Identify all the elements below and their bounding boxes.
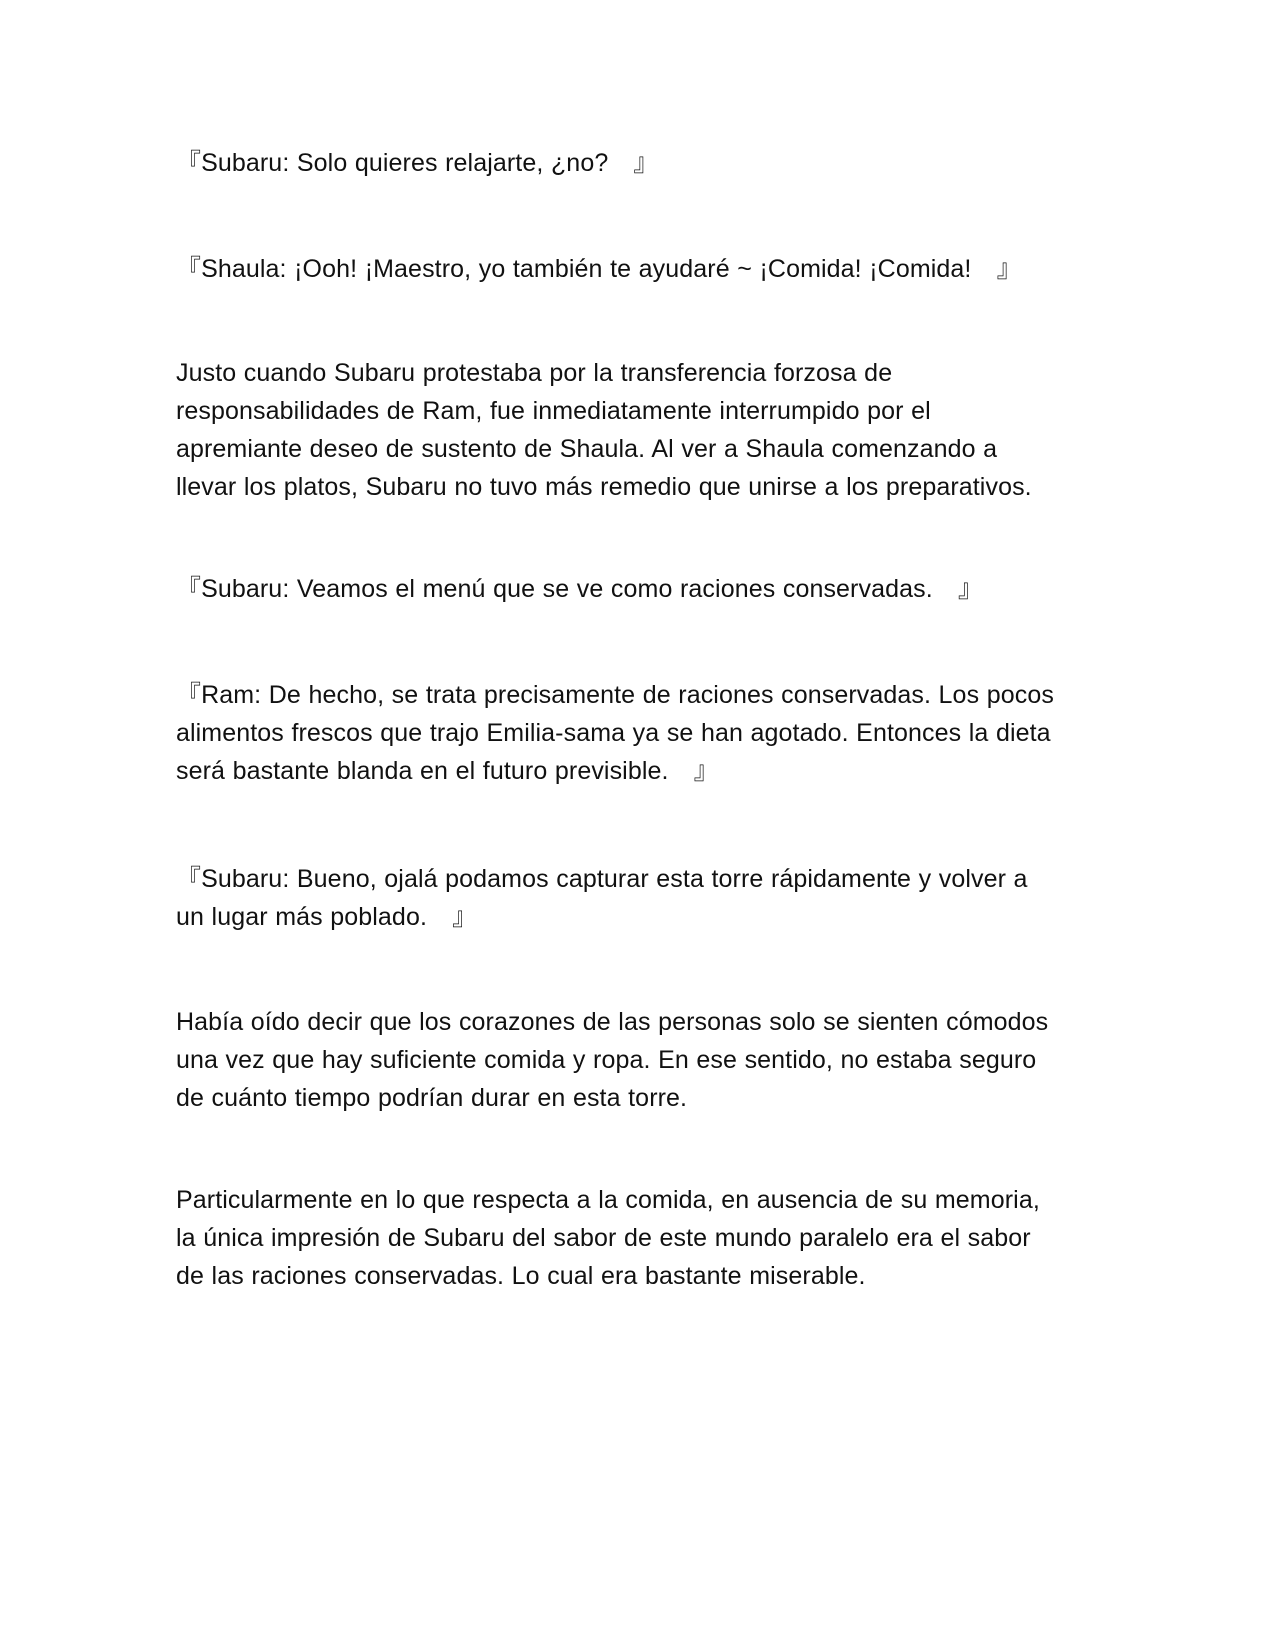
text-line: Particularmente en lo que respecta a la comida, en ausencia de su memoria,: [176, 1186, 1040, 1214]
text-line: Había oído decir que los corazones de las personas solo se sienten cómodos: [176, 1008, 1049, 1036]
text-line: Justo cuando Subaru protestaba por la transferencia forzosa de: [176, 359, 893, 387]
text-line: 『Subaru: Bueno, ojalá podamos capturar esta torre rápidamente y volver a: [176, 865, 1028, 893]
dialogue-shaula-food: [176, 250, 1106, 288]
text-line: 『Subaru: Solo quieres relajarte, ¿no? 』: [176, 149, 659, 177]
text-line: un lugar más poblado. 』: [176, 903, 478, 931]
text-line: de las raciones conservadas. Lo cual era bastante miserable.: [176, 1262, 866, 1290]
text-line: de cuánto tiempo podrían durar en esta torre.: [176, 1084, 688, 1112]
text-line: será bastante blanda en el futuro previsible. 』: [176, 757, 719, 785]
text-line: apremiante deseo de sustento de Shaula. Al ver a Shaula comenzando a: [176, 435, 998, 463]
narration-paragraph-3: [176, 1181, 1106, 1295]
text-line: responsabilidades de Ram, fue inmediatamente interrumpido por el: [176, 397, 931, 425]
dialogue-subaru-relax: [176, 144, 1106, 182]
text-line: 『Ram: De hecho, se trata precisamente de raciones conservadas. Los pocos: [176, 681, 1054, 709]
narration-paragraph-2: [176, 1003, 1106, 1117]
text-line: 『Subaru: Veamos el menú que se ve como raciones conservadas. 』: [176, 575, 983, 603]
narration-paragraph-1: [176, 354, 1106, 506]
dialogue-subaru-menu: [176, 570, 1106, 608]
text-line: una vez que hay suficiente comida y ropa. En ese sentido, no estaba seguro: [176, 1046, 1037, 1074]
dialogue-subaru-tower: [176, 860, 1106, 936]
text-line: 『Shaula: ¡Ooh! ¡Maestro, yo también te ayudaré ~ ¡Comida! ¡Comida! 』: [176, 255, 1022, 283]
text-line: la única impresión de Subaru del sabor de este mundo paralelo era el sabor: [176, 1224, 1031, 1252]
dialogue-ram-rations: [176, 676, 1106, 790]
text-line: llevar los platos, Subaru no tuvo más remedio que unirse a los preparativos.: [176, 473, 1032, 501]
text-line: alimentos frescos que trajo Emilia-sama ya se han agotado. Entonces la dieta: [176, 719, 1051, 747]
